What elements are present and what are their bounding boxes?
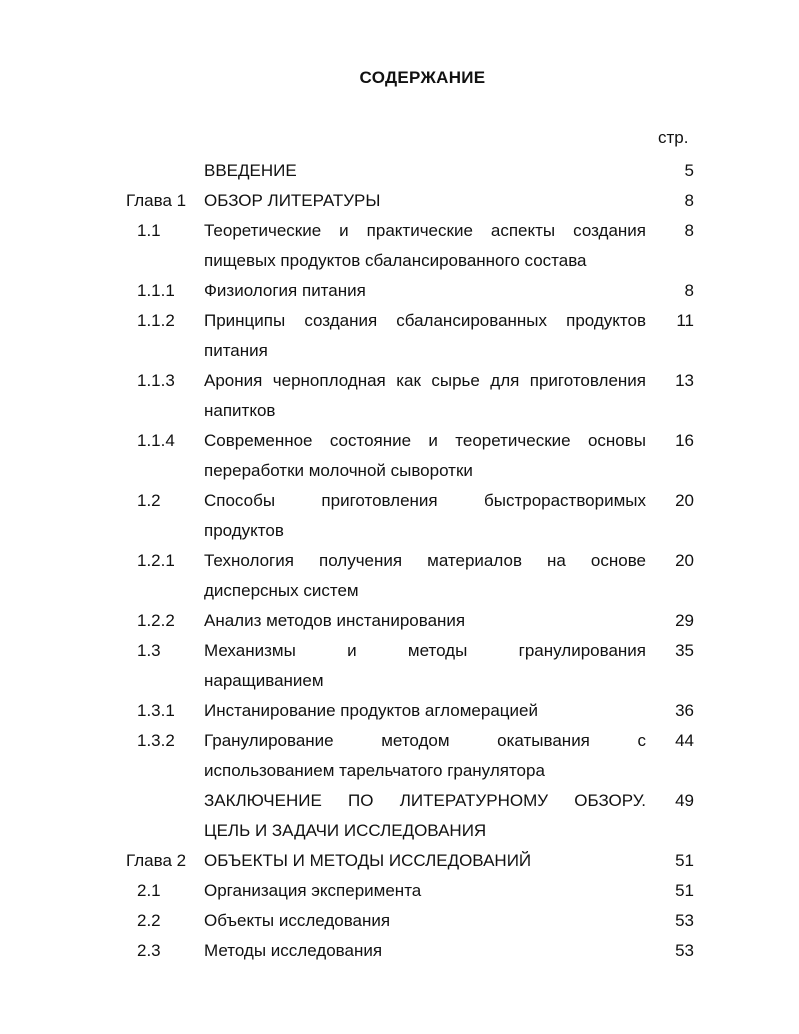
toc-entry-page: 5	[684, 161, 694, 180]
toc-entry-title-line: Методы исследования	[204, 941, 383, 960]
toc-entry-title-line: пищевых продуктов сбалансированного состава	[204, 251, 587, 270]
toc-entry-title	[204, 606, 646, 636]
toc-entry	[0, 216, 799, 276]
toc-entry-page: 35	[675, 641, 694, 660]
toc-entry	[0, 696, 799, 726]
toc-entry-number: 1.3.1	[137, 701, 175, 720]
toc-entry-number: 1.2	[137, 491, 161, 510]
toc-entry-title	[204, 276, 646, 306]
toc-entry-title-line: Гранулирование методом окатывания с	[204, 731, 646, 750]
toc-entry-page: 44	[675, 731, 694, 750]
toc-entry	[0, 156, 799, 186]
toc-entry-title-line: питания	[204, 341, 268, 360]
toc-entry-title-line: переработки молочной сыворотки	[204, 461, 473, 480]
toc-entry-title-line: Инстанирование продуктов агломерацией	[204, 701, 538, 720]
toc-entry	[0, 186, 799, 216]
toc-entry-title-line: ВВЕДЕНИЕ	[204, 161, 297, 180]
toc-entry-title	[204, 426, 646, 486]
toc-entry-number: 2.2	[137, 911, 161, 930]
toc-entry-title-line: ОБЪЕКТЫ И МЕТОДЫ ИССЛЕДОВАНИЙ	[204, 851, 532, 870]
toc-entry-number: Глава 2	[126, 851, 187, 870]
toc-entry-page: 20	[675, 491, 694, 510]
toc-entry-page: 51	[675, 881, 694, 900]
toc-entry-number: 1.2.1	[137, 551, 175, 570]
toc-entry-title	[204, 186, 646, 216]
toc-entry-page: 8	[684, 191, 694, 210]
toc-entry-title-line: Теоретические и практические аспекты создания	[204, 221, 646, 240]
toc-entry-title-line: Физиология питания	[204, 281, 366, 300]
toc-entry-title-line: Современное состояние и теоретические основы	[204, 431, 646, 450]
toc-entry-page: 20	[675, 551, 694, 570]
page-title: СОДЕРЖАНИЕ	[359, 68, 486, 87]
toc-entry-page: 13	[675, 371, 694, 390]
toc-entry-title-line: продуктов	[204, 521, 284, 540]
toc-entry-title-line: Способы приготовления быстрорастворимых	[204, 491, 646, 510]
toc-entry-title-line: использованием тарельчатого гранулятора	[204, 761, 545, 780]
toc-entry-page: 8	[684, 281, 694, 300]
toc-entry-number: 2.1	[137, 881, 161, 900]
toc-entry-title	[204, 546, 646, 606]
toc-entry-title-line: Анализ методов инстанирования	[204, 611, 466, 630]
toc-entry-page: 36	[675, 701, 694, 720]
toc-entry-title	[204, 306, 646, 366]
toc-entry	[0, 486, 799, 546]
toc-entry-page: 53	[675, 941, 694, 960]
toc-entry	[0, 306, 799, 366]
toc-entry-page: 8	[684, 221, 694, 240]
toc-entry	[0, 906, 799, 936]
toc-entry	[0, 366, 799, 426]
toc-entry-number: 1.1.2	[137, 311, 175, 330]
toc-entry-number: 1.1.1	[137, 281, 175, 300]
toc-entry-title-line: Арония черноплодная как сырье для приготовления	[204, 371, 646, 390]
toc-entry	[0, 786, 799, 846]
toc-entry-title-line: Объекты исследования	[204, 911, 391, 930]
toc-entry-page: 16	[675, 431, 694, 450]
toc-entry-title	[204, 726, 646, 786]
toc-entry-title-line: наращиванием	[204, 671, 324, 690]
toc-entry	[0, 726, 799, 786]
toc-entry-page: 51	[675, 851, 694, 870]
toc-entry-number: Глава 1	[126, 191, 187, 210]
toc-entry-title	[204, 696, 646, 726]
toc-entry-title	[204, 216, 646, 276]
toc-entry	[0, 636, 799, 696]
toc-entry	[0, 936, 799, 966]
toc-entry-page: 11	[676, 311, 694, 330]
toc-entry-title-line: ЦЕЛЬ И ЗАДАЧИ ИССЛЕДОВАНИЯ	[204, 821, 487, 840]
toc-entry-title-line: ОБЗОР ЛИТЕРАТУРЫ	[204, 191, 381, 210]
toc-entry-title	[204, 906, 646, 936]
toc-entry-number: 1.3	[137, 641, 161, 660]
toc-entry	[0, 846, 799, 876]
toc-entry-number: 1.2.2	[137, 611, 175, 630]
toc-entry-number: 1.1.4	[137, 431, 175, 450]
toc-entry	[0, 876, 799, 906]
toc-entry-title-line: Организация эксперимента	[204, 881, 422, 900]
toc-entry-title-line: Принципы создания сбалансированных продуктов	[204, 311, 646, 330]
toc-entry-title	[204, 936, 646, 966]
toc-entry-title	[204, 876, 646, 906]
toc-entry-title	[204, 786, 646, 846]
toc-entry-title	[204, 636, 646, 696]
toc-entry-title	[204, 156, 646, 186]
toc-entry-number: 1.1.3	[137, 371, 175, 390]
toc-entry-title-line: напитков	[204, 401, 276, 420]
toc-entry	[0, 546, 799, 606]
toc-entry-title-line: Технология получения материалов на основе	[204, 551, 646, 570]
toc-entry-title-line: Механизмы и методы гранулирования	[204, 641, 646, 660]
toc-entry-title-line: дисперсных систем	[204, 581, 359, 600]
toc-entry-page: 49	[675, 791, 694, 810]
toc-entry	[0, 606, 799, 636]
toc-entry-title	[204, 366, 646, 426]
toc-entry	[0, 276, 799, 306]
page-column-header: стр.	[658, 128, 689, 147]
toc-entry-page: 53	[675, 911, 694, 930]
table-of-contents	[0, 156, 799, 966]
toc-entry-number: 2.3	[137, 941, 161, 960]
toc-entry-title	[204, 846, 646, 876]
toc-entry-title-line: ЗАКЛЮЧЕНИЕ ПО ЛИТЕРАТУРНОМУ ОБЗОРУ.	[204, 791, 646, 810]
toc-entry	[0, 426, 799, 486]
toc-entry-title	[204, 486, 646, 546]
toc-entry-number: 1.1	[137, 221, 161, 240]
toc-entry-number: 1.3.2	[137, 731, 175, 750]
toc-entry-page: 29	[675, 611, 694, 630]
